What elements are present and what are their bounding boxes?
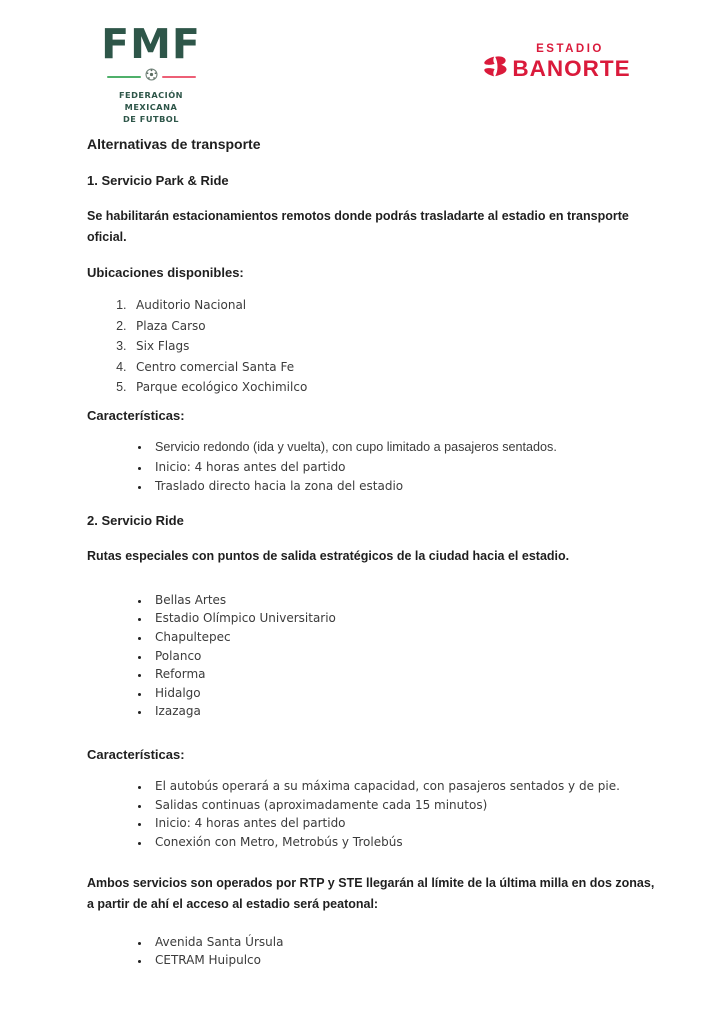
list-item: 3. Six Flags <box>130 336 672 356</box>
banorte-wordmark: BANORTE <box>512 55 631 81</box>
section2-title: 2. Servicio Ride <box>87 513 184 529</box>
section2-features-list <box>87 777 672 851</box>
fmf-logo <box>96 20 206 126</box>
list-item: • Bellas Artes <box>151 591 672 610</box>
list-item: • Izazaga <box>151 702 672 721</box>
fmf-wordmark: FMF <box>101 20 201 68</box>
fmf-org-line1: FEDERACIÓN MEXICANA <box>118 90 184 112</box>
locations-list <box>87 295 672 397</box>
section1-title: 1. Servicio Park & Ride <box>87 173 229 188</box>
list-item: • Hidalgo <box>151 684 672 703</box>
locations-label: Ubicaciones disponibles: <box>87 265 244 281</box>
closing-paragraph: Ambos servicios son operados por RTP y STE llegarán al límite de la última milla en dos zonas, a partir de ahí el acceso al estadio será peatonal: <box>87 876 655 911</box>
list-item: • El autobús operará a su máxima capacidad, con pasajeros sentados y de pie. <box>151 777 672 796</box>
section2-features-label: Características: <box>87 746 185 762</box>
divider-line-green <box>107 76 141 78</box>
list-item: 4. Centro comercial Santa Fe <box>130 357 672 377</box>
list-item: • Inicio: 4 horas antes del partido <box>151 458 672 477</box>
fmf-org-line2: DE FUTBOL <box>123 113 179 124</box>
document-content <box>87 136 672 982</box>
fmf-logo-divider <box>96 70 206 84</box>
list-item: • Polanco <box>151 647 672 666</box>
section1-intro: Se habilitarán estacionamientos remotos donde podrás trasladarte al estadio en transporte oficial. <box>87 209 629 244</box>
banorte-b-icon <box>483 56 508 82</box>
divider-line-pink <box>162 76 196 78</box>
section1-features-label: Características: <box>87 408 185 424</box>
list-item: • Avenida Santa Úrsula <box>151 933 672 952</box>
page-title: Alternativas de transporte <box>87 136 261 152</box>
list-item: • Reforma <box>151 665 672 684</box>
list-item: 1. Auditorio Nacional <box>130 295 672 315</box>
list-item: • Inicio: 4 horas antes del partido <box>151 814 672 833</box>
estadio-label: ESTADIO <box>536 43 604 55</box>
fmf-org-name <box>96 90 206 126</box>
list-item: • Conexión con Metro, Metrobús y Trolebús <box>151 833 672 852</box>
section2-intro: Rutas especiales con puntos de salida estratégicos de la ciudad hacia el estadio. <box>87 549 570 564</box>
list-item: • CETRAM Huipulco <box>151 951 672 970</box>
list-item: 2. Plaza Carso <box>130 316 672 336</box>
list-item: • Salidas continuas (aproximadamente cada 15 minutos) <box>151 796 672 815</box>
stops-list <box>87 591 672 721</box>
list-item: • Chapultepec <box>151 628 672 647</box>
list-item: • Servicio redondo (ida y vuelta), con cupo limitado a pasajeros sentados. <box>151 438 672 458</box>
list-item: 5. Parque ecológico Xochimilco <box>130 377 672 397</box>
list-item: • Traslado directo hacia la zona del estadio <box>151 477 672 496</box>
soccer-ball-icon <box>145 68 158 86</box>
closing-points-list <box>87 933 672 970</box>
estadio-banorte-logo <box>476 43 638 82</box>
section1-features-list <box>87 438 672 495</box>
list-item: • Estadio Olímpico Universitario <box>151 609 672 628</box>
